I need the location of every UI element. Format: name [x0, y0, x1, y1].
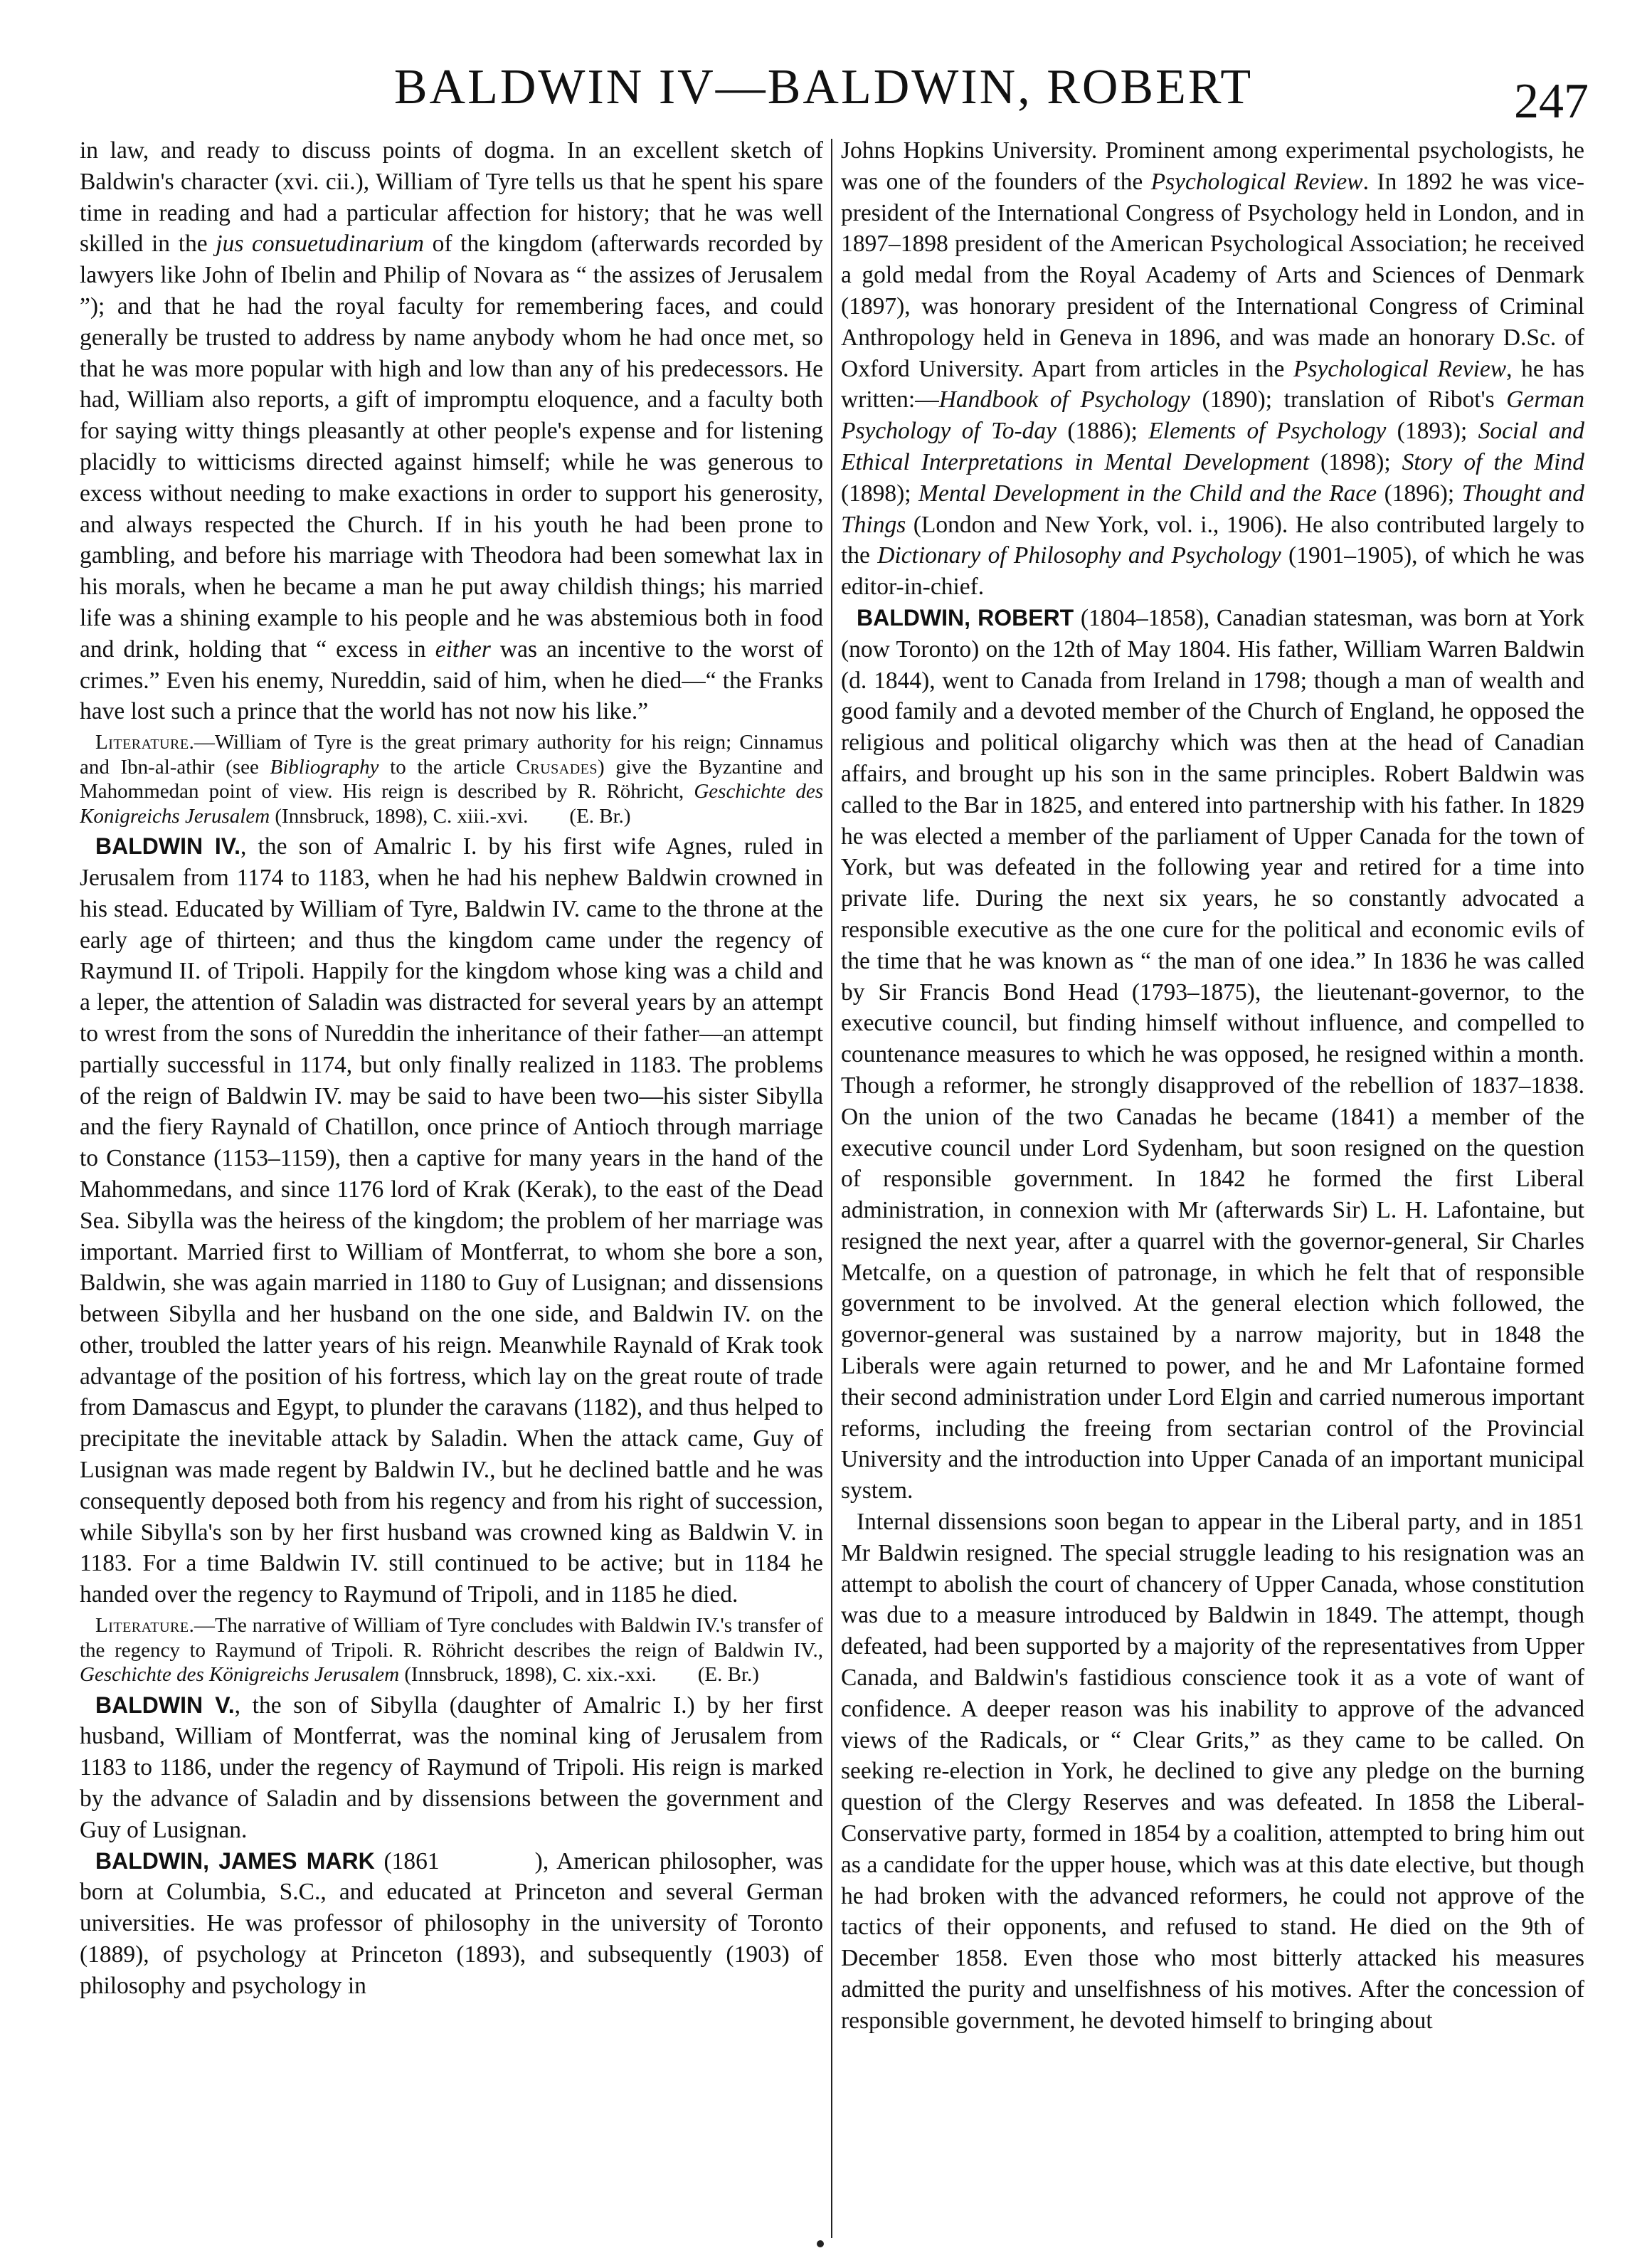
- entry-baldwin-iv: BALDWIN IV., the son of Amalric I. by his first wife Agnes, ruled in Jerusalem from 1174 to 1183, when he had his nephew Baldwin crowned in his stead. Educated by William of Tyre, Baldwin IV. came to the throne at the early age of thirteen; and thus the kingdom came under the regency of Raymund II. of Tripoli. Happily for the kingdom whose king was a child and a leper, the attention of Saladin was distracted for several years by an attempt to wrest from the sons of Nureddin the inheritance of their father—an attempt partially successful in 1174, but only finally realized in 1183. The problems of the reign of Baldwin IV. may be said to have been two—his sister Sibylla and the fiery Raynald of Chatillon, once prince of Antioch through marriage to Constance (1153–1159), then a captive for many years in the hand of the Mahommedans, and since 1176 lord of Krak (Kerak), to the east of the Dead Sea. Sibylla was the heiress of the kingdom; the problem of her marriage was important. Married first to William of Montferrat, to whom she bore a son, Baldwin, she was again married in 1180 to Guy of Lusignan; and dissensions between Sibylla and her husband on the one side, and Baldwin IV. on the other, troubled the latter years of his reign. Meanwhile Raynald of Krak took advantage of the position of his fortress, which lay on the great route of trade from Damascus and Egypt, to plunder the caravans (1182), and thus helped to precipitate the inevitable attack by Saladin. When the attack came, Guy of Lusignan was made regent by Baldwin IV., but he declined battle and he was consequently deposed both from his regency and from his right of succession, while Sibylla's son by her first husband was crowned king as Baldwin V. in 1183. For a time Baldwin IV. still continued to be active; but in 1184 he handed over the regency to Raymund of Tripoli, and in 1185 he died.: [80, 833, 823, 1608]
- column-rule: [831, 139, 832, 2238]
- headword: BALDWIN V.: [95, 1692, 235, 1718]
- page-number: 247: [1514, 74, 1589, 129]
- page-header: [0, 60, 1647, 134]
- headword: BALDWIN IV.: [95, 833, 241, 860]
- printer-mark: [817, 2240, 824, 2247]
- left-column: [80, 135, 823, 2242]
- right-column: [841, 135, 1584, 2242]
- paragraph-baldwin-james-mark-cont: Johns Hopkins University. Prominent among experimental psychologists, he was one of the founders of the Psychological Review. In 1892 he was vice-president of the International Congress of Psychology held in London, and in 1897–1898 president of the American Psychological Association; he received a gold medal from the Royal Academy of Arts and Sciences of Denmark (1897), was honorary president of the International Congress of Criminal Anthropology held in Geneva in 1896, and was made an honorary D.Sc. of Oxford University. Apart from articles in the Psychological Review, he has written:—Handbook of Psychology (1890); translation of Ribot's German Psychology of To-day (1886); Elements of Psychology (1893); Social and Ethical Interpretations in Mental Development (1898); Story of the Mind (1898); Mental Development in the Child and the Race (1896); Thought and Things (London and New York, vol. i., 1906). He also contributed largely to the Dictionary of Philosophy and Psychology (1901–1905), of which he was editor-in-chief.: [841, 137, 1584, 601]
- entry-baldwin-v: BALDWIN V., the son of Sibylla (daughter of Amalric I.) by her first husband, William of Montferrat, was the nominal king of Jerusalem from 1183 to 1186, under the regency of Raymund of Tripoli. His reign is marked by the advance of Saladin and by dissensions between the government and Guy of Lusignan.: [80, 1692, 823, 1843]
- literature-note-baldwin-iii: Literature.—William of Tyre is the great primary authority for his reign; Cinnamus and Ibn-al-athir (see Bibliography to the article Crusades) give the Byzantine and Mahommedan point of view. His reign is described by R. Röhricht, Geschichte des Konigreichs Jerusalem (Innsbruck, 1898), C. xiii.-xvi. (E. Br.): [80, 731, 823, 828]
- headword: BALDWIN, JAMES MARK: [95, 1847, 375, 1874]
- literature-note-baldwin-iv: Literature.—The narrative of William of Tyre concludes with Baldwin IV.'s transfer of the regency to Raymund of Tripoli. R. Röhricht describes the reign of Baldwin IV., Geschichte des Königreichs Jerusalem (Innsbruck, 1898), C. xix.-xxi. (E. Br.): [80, 1614, 823, 1687]
- paragraph-baldwin-robert-later: Internal dissensions soon began to appear in the Liberal party, and in 1851 Mr Baldwin resigned. The special struggle leading to his resignation was an attempt to abolish the court of chancery of Upper Canada, whose constitution was due to a measure introduced by Baldwin in 1849. The attempt, though defeated, had been supported by a majority of the representatives from Upper Canada, and Baldwin's fastidious conscience took it as a vote of want of confidence. A deeper reason was his inability to approve of the advanced views of the Radicals, or “ Clear Grits,” as they came to be called. On seeking re-election in York, he declined to give any pledge on the burning question of the Clergy Reserves and was defeated. In 1858 the Liberal-Conservative party, formed in 1854 by a coalition, attempted to bring him out as a candidate for the upper house, which was at this date elective, but though he had broken with the advanced reformers, he could not approve of the tactics of their opponents, and refused to stand. He died on the 9th of December 1858. Even those who most bitterly attacked his measures admitted the purity and unselfishness of his motives. After the concession of responsible government, he devoted himself to bringing about: [841, 1509, 1584, 2034]
- running-title: BALDWIN IV—BALDWIN, ROBERT: [393, 60, 1254, 115]
- entry-baldwin-james-mark: BALDWIN, JAMES MARK (1861 ), American philosopher, was born at Columbia, S.C., and educated at Princeton and several German universities. He was professor of philosophy in the university of Toronto (1889), of psychology at Princeton (1893), and subsequently (1903) of philosophy and psychology in: [80, 1847, 823, 1999]
- entry-baldwin-robert: BALDWIN, ROBERT (1804–1858), Canadian statesman, was born at York (now Toronto) on the 12th of May 1804. His father, William Warren Baldwin (d. 1844), went to Canada from Ireland in 1798; though a man of wealth and good family and a devoted member of the Church of England, he opposed the religious and political oligarchy which was then at the head of Canadian affairs, and brought up his son in the same principles. Robert Baldwin was called to the Bar in 1825, and entered into partnership with his father. In 1829 he was elected a member of the parliament of Upper Canada for the town of York, but was defeated in the following year and retired for a time into private life. During the next six years, he so constantly advocated a responsible executive as the one cure for the political and economic evils of the time that he was known as “ the man of one idea.” In 1836 he was called by Sir Francis Bond Head (1793–1875), the lieutenant-governor, to the executive council, but finding himself without influence, and compelled to countenance measures to which he was opposed, he resigned within a month. Though a reformer, he strongly disapproved of the rebellion of 1837–1838. On the union of the two Canadas he became (1841) a member of the executive council under Lord Sydenham, but soon resigned on the question of responsible government. In 1842 he formed the first Liberal administration, in connexion with Mr (afterwards Sir) L. H. Lafontaine, but resigned the next year, after a quarrel with the governor-general, Sir Charles Metcalfe, on a question of patronage, in which he felt that of responsible government to be involved. At the general election which followed, the governor-general was sustained by a narrow majority, but in 1848 the Liberals were again returned to power, and he and Mr Lafontaine formed their second administration under Lord Elgin and carried numerous important reforms, including the freeing from sectarian control of the Provincial University and the introduction into Upper Canada of an important municipal system.: [841, 604, 1584, 1504]
- paragraph-baldwin-iii-character: in law, and ready to discuss points of dogma. In an excellent sketch of Baldwin's character (xvi. cii.), William of Tyre tells us that he spent his spare time in reading and had a particular affection for history; that he was well skilled in the jus consuetudinarium of the kingdom (afterwards recorded by lawyers like John of Ibelin and Philip of Novara as “ the assizes of Jerusalem ”); and that he had the royal faculty for remembering faces, and could generally be trusted to address by name anybody whom he had once met, so that he was more popular with high and low than any of his predecessors. He had, William also reports, a gift of impromptu eloquence, and a faculty both for saying witty things pleasantly at other people's expense and for listening placidly to witticisms directed against himself; while he was generous to excess without needing to make exactions in order to support his generosity, and always respected the Church. If in his youth he had been prone to gambling, and before his marriage with Theodora had been somewhat lax in his morals, when he became a man he put away childish things; his married life was a shining example to his people and he was abstemious both in food and drink, holding that “ excess in either was an incentive to the worst of crimes.” Even his enemy, Nureddin, said of him, when he died—“ the Franks have lost such a prince that the world has not now his like.”: [80, 137, 823, 725]
- headword: BALDWIN, ROBERT: [857, 604, 1074, 631]
